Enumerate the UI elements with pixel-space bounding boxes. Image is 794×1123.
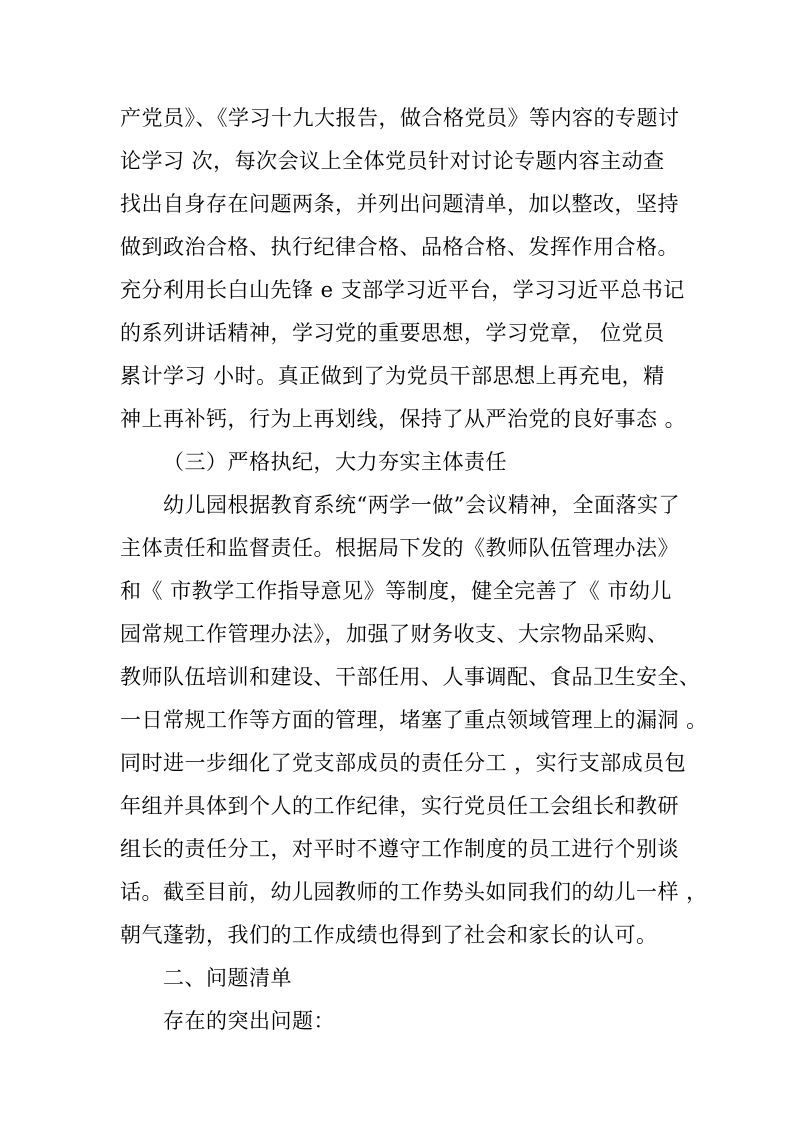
section-heading: （三）严格执纪，大力夯实主体责任: [163, 450, 507, 474]
paragraph-line: 园常规工作管理办法》，加强了财务收支、大宗物品采购、: [120, 622, 669, 646]
paragraph-line: 一日常规工作等方面的管理，堵塞了重点领域管理上的漏洞 。: [120, 708, 708, 732]
paragraph-line: 组长的责任分工，对平时不遵守工作制度的员工进行个别谈: [120, 837, 679, 861]
paragraph-line: 主体责任和监督责任。根据局下发的《教师队伍管理办法》: [120, 536, 679, 560]
paragraph-line: 教师队伍培训和建设、干部任用、人事调配、食品卫生安全、: [120, 665, 701, 689]
paragraph-line: 和《 市教学工作指导意见》等制度，健全完善了《 市幼儿: [120, 579, 672, 603]
paragraph-line: 论学习 次，每次会议上全体党员针对讨论专题内容主动查: [120, 149, 665, 173]
paragraph-line: 神上再补钙，行为上再划线，保持了从严治党的良好事态 。: [120, 407, 687, 431]
paragraph-line: 的系列讲话精神，学习党的重要思想，学习党章， 位党员: [120, 321, 665, 345]
paragraph-line: 同时进一步细化了党支部成员的责任分工 ，实行支部成员包: [120, 751, 687, 775]
paragraph-line: 充分利用长白山先锋 e 支部学习近平台，学习习近平总书记: [120, 278, 685, 302]
paragraph-line: 朝气蓬勃，我们的工作成绩也得到了社会和家长的认可。: [120, 923, 658, 947]
paragraph-line: 累计学习 小时。真正做到了为党员干部思想上再充电，精: [120, 364, 665, 388]
paragraph-line: 年组并具体到个人的工作纪律，实行党员任工会组长和教研: [120, 794, 679, 818]
paragraph-line: 找出自身存在问题两条，并列出问题清单，加以整改，坚持: [120, 192, 679, 216]
paragraph-line: 话。截至目前，幼儿园教师的工作势头如同我们的幼儿一样 ，: [120, 880, 708, 904]
paragraph-line: 幼儿园根据教育系统“两学一做”会议精神，全面落实了: [163, 493, 680, 517]
section-heading: 二、问题清单: [163, 966, 292, 990]
paragraph-line: 做到政治合格、执行纪律合格、品格合格、发挥作用合格。: [120, 235, 679, 259]
paragraph-line: 产党员》、《学习十九大报告，做合格党员》等内容的专题讨: [120, 106, 680, 130]
paragraph-line: 存在的突出问题：: [163, 1009, 335, 1033]
